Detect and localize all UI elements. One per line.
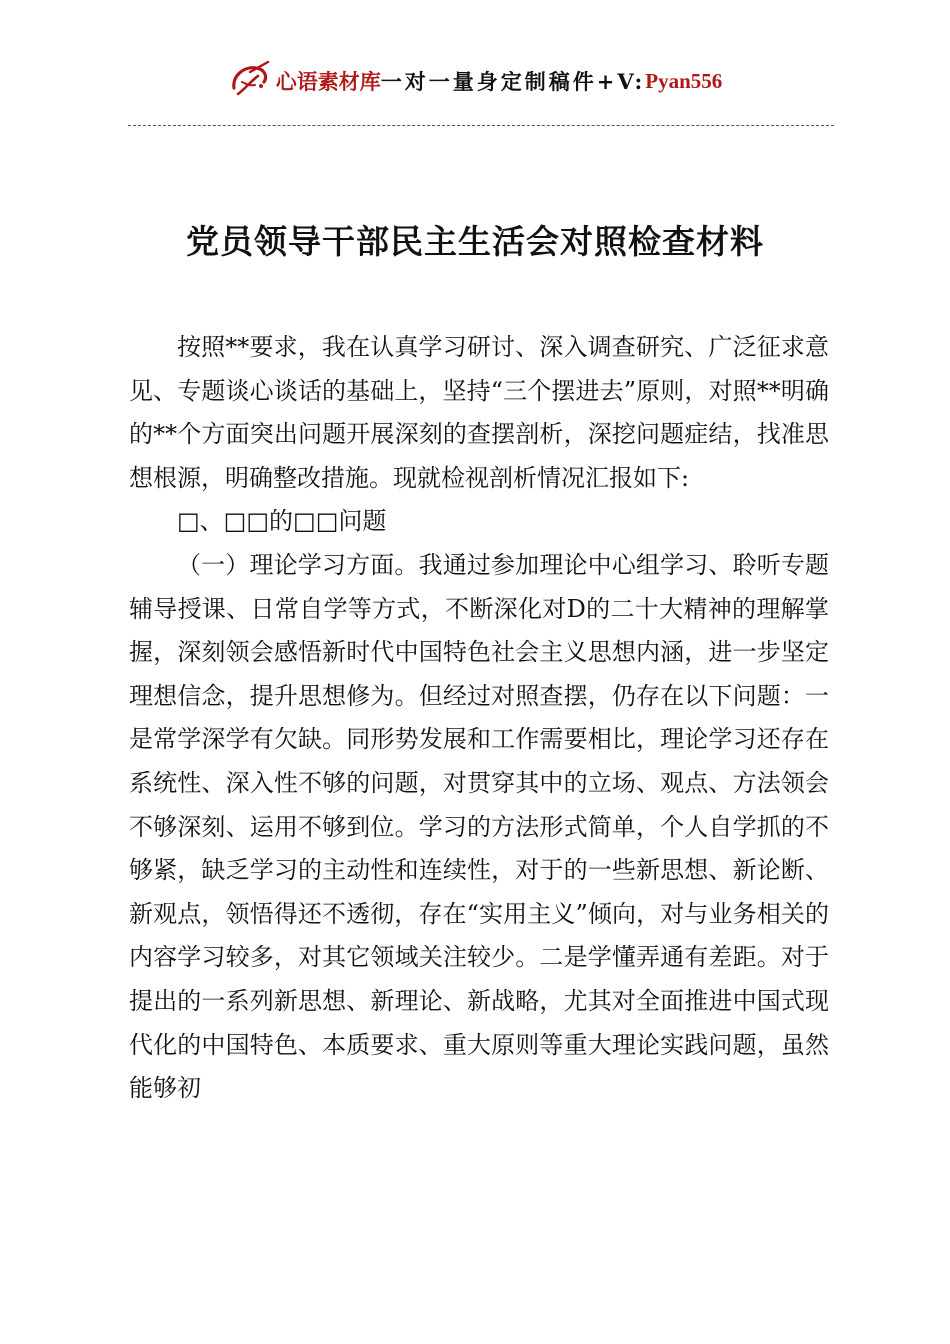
page-header: [0, 56, 950, 106]
subsection-text: 我通过参加理论中心组学习、聆听专题辅导授课、日常自学等方式，不断深化对D的二十大精神的理解掌握，深刻领会感悟新时代中国特色社会主义思想内涵，进一步坚定理想信念，提升思想修为。但经过对照查摆，仍存在以下问题：一是常学深学有欠缺。同形势发展和工作需要相比，理论学习还存在系统性、深入性不够的问题，对贯穿其中的立场、观点、方法领会不够深刻、运用不够到位。学习的方法形式简单，个人自学抓的不够紧，缺乏学习的主动性和连续性，对于的一些新思想、新论断、新观点，领悟得还不透彻，存在“实用主义”倾向，对与业务相关的内容学习较多，对其它领域关注较少。二是学懂弄通有差距。对于提出的一系列新思想、新理论、新战略，尤其对全面推进中国式现代化的中国特色、本质要求、重大原则等重大理论实践问题，虽然能够初: [129, 550, 830, 1103]
header-divider: [128, 125, 834, 126]
subsection-label: （一）理论学习方面。: [177, 550, 419, 579]
section-heading: □、□□的□□问题: [177, 507, 387, 536]
calligraphy-brush-logo-icon: [228, 58, 274, 104]
brand-name: 心语素材库: [275, 69, 381, 94]
header-contact: Pyan556: [645, 68, 723, 93]
document-title: 党员领导干部民主生活会对照检查材料: [186, 222, 764, 261]
document-body: [129, 326, 829, 1111]
subsection-paragraph: [129, 544, 829, 1111]
header-tagline: 一对一量身定制稿件+V:: [380, 69, 646, 94]
intro-paragraph: 按照**要求，我在认真学习研讨、深入调查研究、广泛征求意见、专题谈心谈话的基础上，坚持“三个摆进去”原则，对照**明确的**个方面突出问题开展深刻的查摆剖析，深挖问题症结，找准思想根源，明确整改措施。现就检视剖析情况汇报如下:: [129, 333, 829, 492]
